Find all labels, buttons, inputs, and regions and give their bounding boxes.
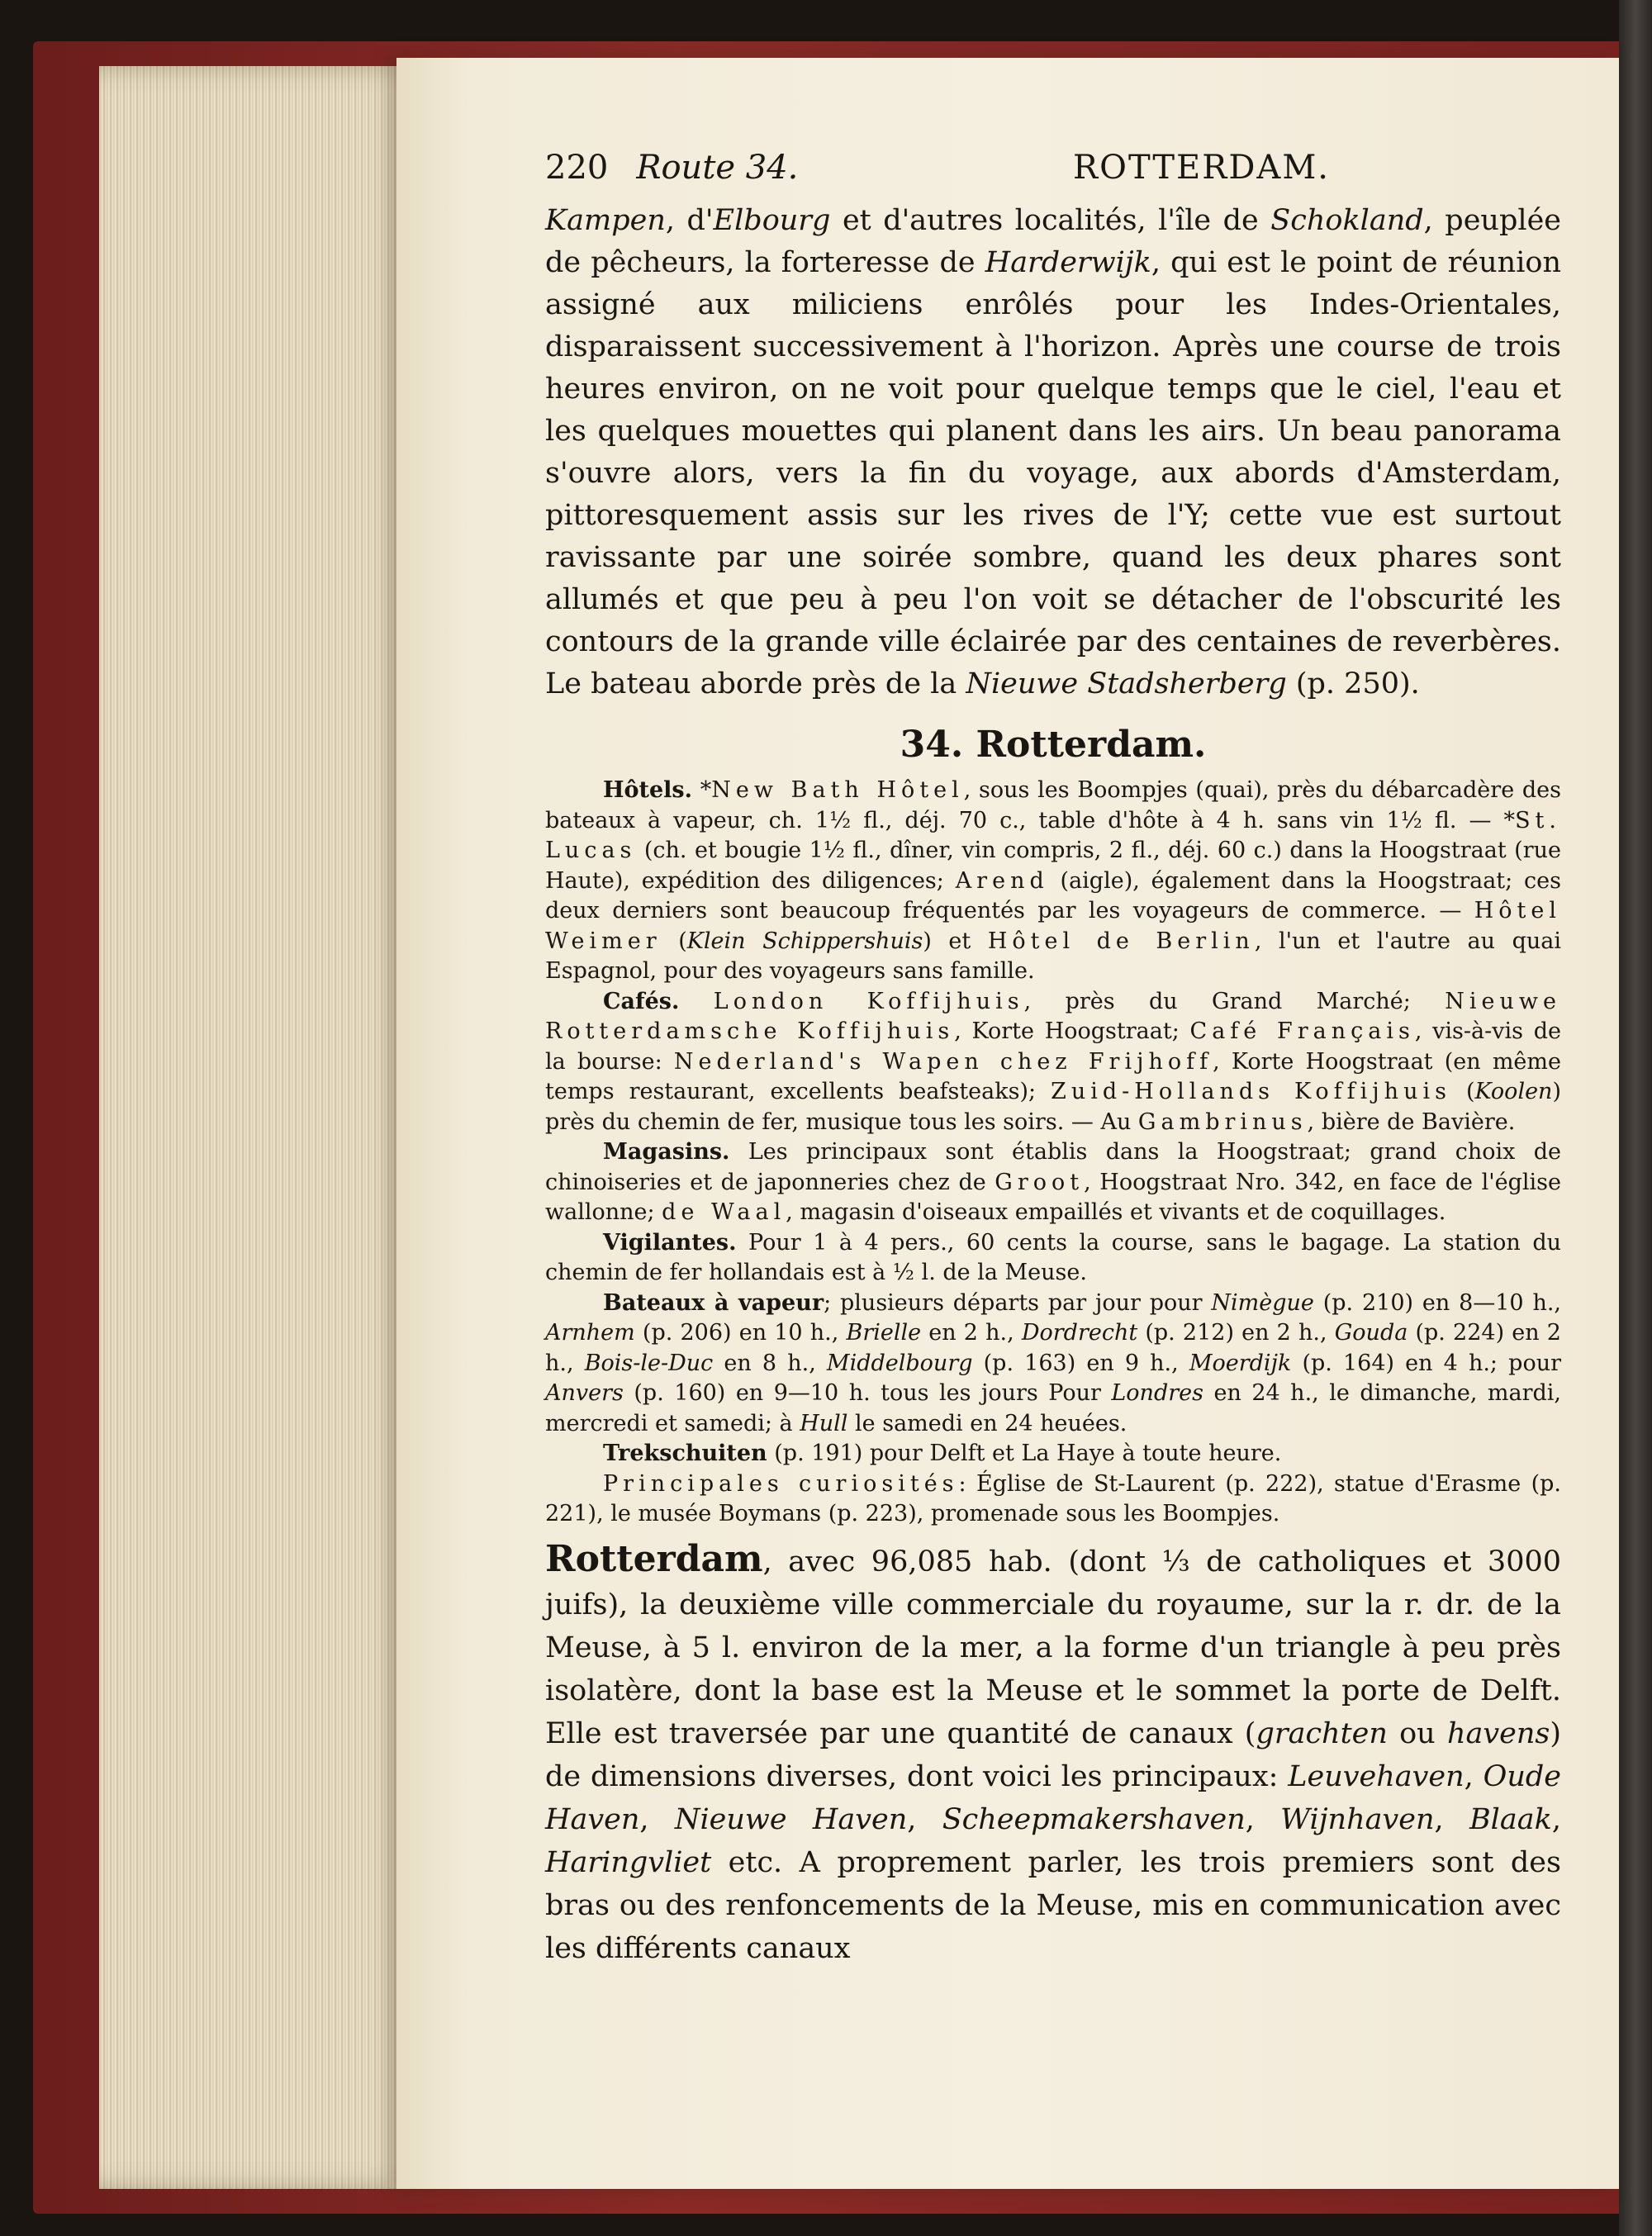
text-segment: London Koffijhuis — [713, 988, 1024, 1014]
main-paragraph — [545, 1538, 1561, 1970]
text-segment: Café Français — [1189, 1018, 1415, 1044]
text-segment: Cafés. — [603, 988, 680, 1014]
text-segment: Harderwijk — [985, 246, 1151, 279]
text-segment: Les principaux sont établis dans la Hoogstraat; grand choix de chinoiseries et de japonneries chez de — [545, 1139, 1561, 1195]
text-segment: Gambrinus — [1137, 1109, 1308, 1135]
text-segment: Wijnhaven — [1280, 1802, 1435, 1836]
info-block — [545, 1469, 1561, 1530]
text-segment: , — [639, 1802, 675, 1836]
running-header — [545, 149, 1561, 187]
text-segment: Bateaux à vapeur — [603, 1289, 824, 1316]
text-segment: en 2 h., — [921, 1320, 1022, 1346]
text-segment: , bière de Bavière. — [1307, 1109, 1516, 1135]
text-segment: Blaak — [1469, 1802, 1552, 1836]
practical-info — [545, 776, 1561, 1530]
text-segment: (p. 206) en 10 h., — [634, 1320, 847, 1346]
text-segment: Arnhem — [545, 1320, 635, 1346]
text-segment: Hull — [800, 1410, 848, 1436]
text-segment: (p. 212) en 2 h., — [1137, 1320, 1335, 1346]
text-segment: Nimègue — [1211, 1289, 1314, 1316]
text-segment: Klein Schippershuis — [686, 928, 923, 954]
text-segment: Magasins. — [603, 1139, 730, 1165]
text-segment: Arend — [955, 867, 1049, 894]
text-segment: Moerdijk — [1189, 1350, 1292, 1376]
text-segment: en 8 h., — [713, 1350, 827, 1376]
text-segment: , avec 96,085 hab. (dont ⅓ de catholiques et 3000 juifs), la deuxième ville commerciale du royaume, sur la r. dr. de la Meuse, à 5 l. environ de la mer, a la forme d'un triangle à peu près isolatère, dont la base est la Meuse et le sommet la porte de Delft. Elle est traversée par une quantité de canaux ( — [545, 1545, 1561, 1750]
text-segment: Hôtel de Berlin — [987, 928, 1255, 954]
text-segment: Nieuwe Stadsherberg — [966, 667, 1287, 700]
page-content — [545, 149, 1561, 1970]
text-segment: , Hoogstraat Nro. 342, en face de l'église wallonne; — [545, 1169, 1561, 1225]
text-segment: et d'autres localités, l'île de — [830, 204, 1271, 237]
text-segment: (p. 250). — [1286, 667, 1420, 700]
text-segment: : Église de St-Laurent (p. 222), statue d'Erasme (p. 221), le musée Boymans (p. 223), promenade sous les Boompjes. — [545, 1470, 1561, 1526]
text-segment: , peuplée de pêcheurs, la forteresse de — [545, 204, 1561, 279]
intro-paragraph — [545, 200, 1561, 705]
text-segment: ) près du chemin de fer, musique tous les soirs. — Au — [545, 1079, 1561, 1135]
text-segment: (aigle), également dans la Hoogstraat; ces deux derniers sont beaucoup fréquentés par les voyageurs de commerce. — — [545, 867, 1561, 923]
text-segment: Gouda — [1334, 1320, 1408, 1346]
text-segment: (p. 224) en 2 h., — [545, 1320, 1561, 1376]
text-segment: Leuvehaven — [1288, 1759, 1464, 1793]
text-segment: Zuid-Hollands Koffijhuis — [1051, 1079, 1451, 1104]
text-segment: , sous les Boompjes (quai), près du débarcadère des bateaux à vapeur, ch. 1½ fl., déj. 70 c., table d'hôte à 4 h. sans vin 1½ fl. — * — [545, 777, 1561, 833]
text-segment: Schokland — [1270, 204, 1424, 237]
text-segment: * — [692, 777, 712, 803]
text-segment: (p. 164) en 4 h.; pour — [1291, 1350, 1561, 1376]
text-segment: , — [1464, 1759, 1483, 1793]
text-segment: havens — [1446, 1716, 1550, 1750]
text-segment: ) de dimensions diverses, dont voici les principaux: — [545, 1716, 1561, 1793]
text-segment: Bois-le-Duc — [584, 1350, 714, 1376]
text-segment: etc. A proprement parler, les trois premiers sont des bras ou des renfoncements de la Meuse, mis en communication avec les différents canaux — [545, 1845, 1561, 1965]
route-label: Route 34. — [636, 149, 799, 187]
text-segment — [679, 989, 713, 1014]
text-segment: Anvers — [545, 1380, 624, 1406]
text-segment: Elbourg — [713, 204, 831, 237]
text-segment: Principales curiosités — [603, 1470, 959, 1497]
text-segment: (p. 191) pour Delft et La Haye à toute heure. — [767, 1441, 1282, 1466]
info-block — [545, 1137, 1561, 1228]
text-segment: Nederland's Wapen chez Frijhoff — [673, 1048, 1213, 1075]
text-segment: Haringvliet — [545, 1845, 712, 1879]
text-segment: ( — [1450, 1079, 1475, 1104]
text-segment: Nieuwe Haven — [674, 1802, 908, 1836]
book-spine-edge — [1619, 0, 1652, 2236]
text-segment: en 24 h., le dimanche, mardi, mercredi et samedi; à — [545, 1380, 1562, 1436]
text-segment: Middelbourg — [826, 1350, 973, 1376]
text-segment: , près du Grand Marché; — [1023, 988, 1446, 1014]
text-segment: , Korte Hoogstraat (en même temps restaurant, excellents beafsteaks); — [545, 1048, 1561, 1104]
info-block — [545, 776, 1561, 987]
info-block — [545, 1228, 1561, 1289]
text-segment: Groot — [995, 1169, 1085, 1195]
text-segment: Nieuwe Rotterdamsche Koffijhuis — [545, 988, 1561, 1044]
text-segment: Vigilantes. — [603, 1229, 737, 1256]
text-segment: Brielle — [846, 1320, 922, 1346]
text-segment: , — [1434, 1802, 1469, 1836]
text-segment: ( — [661, 928, 687, 954]
text-segment: (ch. et bougie 1½ fl., dîner, vin compris, 2 fl., déj. 60 c.) dans la Hoogstraat (rue Haute), expédition des diligences; — [545, 838, 1561, 894]
text-segment: Pour 1 à 4 pers., 60 cents la course, sans le bagage. La station du chemin de fer hollandais est à ½ l. de la Meuse. — [545, 1229, 1561, 1285]
text-segment: (p. 160) en 9—10 h. tous les jours Pour — [623, 1380, 1112, 1406]
text-segment: Koolen — [1474, 1079, 1553, 1104]
book-page — [396, 58, 1619, 2189]
text-segment: , qui est le point de réunion assigné aux miliciens enrôlés pour les Indes-Orientales, disparaissent successivement à l'horizon. Après une course de trois heures environ, on ne voit pour quelque temps que le ciel, l'eau et les quelques mouettes qui planent dans les airs. Un beau panorama s'ouvre alors, vers la fin du voyage, aux abords d'Amsterdam, pittoresquement assis sur les rives de l'Y; cette vue est surtout ravissante par une soirée sombre, quand les deux phares sont allumés et que peu à peu l'on voit se détacher de l'obscurité les contours de la grande ville éclairée par des centaines de reverbères. Le bateau aborde près de la — [545, 246, 1561, 700]
text-segment: , — [907, 1802, 942, 1836]
section-heading: 34. Rotterdam. — [900, 724, 1207, 766]
info-block — [545, 1439, 1561, 1469]
info-block — [545, 1289, 1561, 1440]
text-segment: (p. 210) en 8—10 h., — [1313, 1289, 1561, 1316]
text-segment: Londres — [1111, 1380, 1203, 1406]
running-title: ROTTERDAM. — [1073, 149, 1330, 187]
text-segment: Hôtels. — [603, 777, 693, 803]
text-segment: , l'un et l'autre au quai Espagnol, pour des voyageurs sans famille. — [545, 928, 1561, 984]
text-segment: , d' — [665, 204, 714, 237]
text-segment: le samedi en 24 heuées. — [847, 1410, 1127, 1436]
text-segment: de Waal — [662, 1199, 786, 1225]
text-segment: Kampen — [545, 204, 666, 237]
text-segment: ; plusieurs départs par jour pour — [824, 1289, 1212, 1316]
text-segment: St. Lucas — [545, 807, 1561, 863]
text-segment: (p. 163) en 9 h., — [972, 1350, 1189, 1376]
text-segment: Rotterdam — [545, 1537, 763, 1580]
text-segment: , magasin d'oiseaux empaillés et vivants et de coquillages. — [786, 1199, 1446, 1225]
text-segment: New Bath Hôtel — [711, 777, 964, 803]
text-segment: Trekschuiten — [603, 1441, 767, 1466]
text-segment: , vis-à-vis de la bourse: — [545, 1018, 1561, 1075]
text-segment: Oude Haven — [545, 1759, 1561, 1836]
page-number: 220 — [545, 149, 609, 187]
text-segment: Hôtel Weimer — [545, 898, 1561, 954]
text-segment: , Korte Hoogstraat; — [954, 1018, 1190, 1044]
text-segment: ) et — [923, 928, 988, 954]
text-segment: ou — [1387, 1716, 1447, 1750]
text-segment: grachten — [1256, 1716, 1388, 1750]
text-segment: , — [1245, 1802, 1281, 1836]
text-segment: Scheepmakershaven — [942, 1802, 1246, 1836]
text-segment: Dordrecht — [1021, 1320, 1138, 1346]
page-edges — [99, 66, 446, 2189]
info-block — [545, 987, 1561, 1138]
text-segment: , — [1551, 1802, 1561, 1836]
